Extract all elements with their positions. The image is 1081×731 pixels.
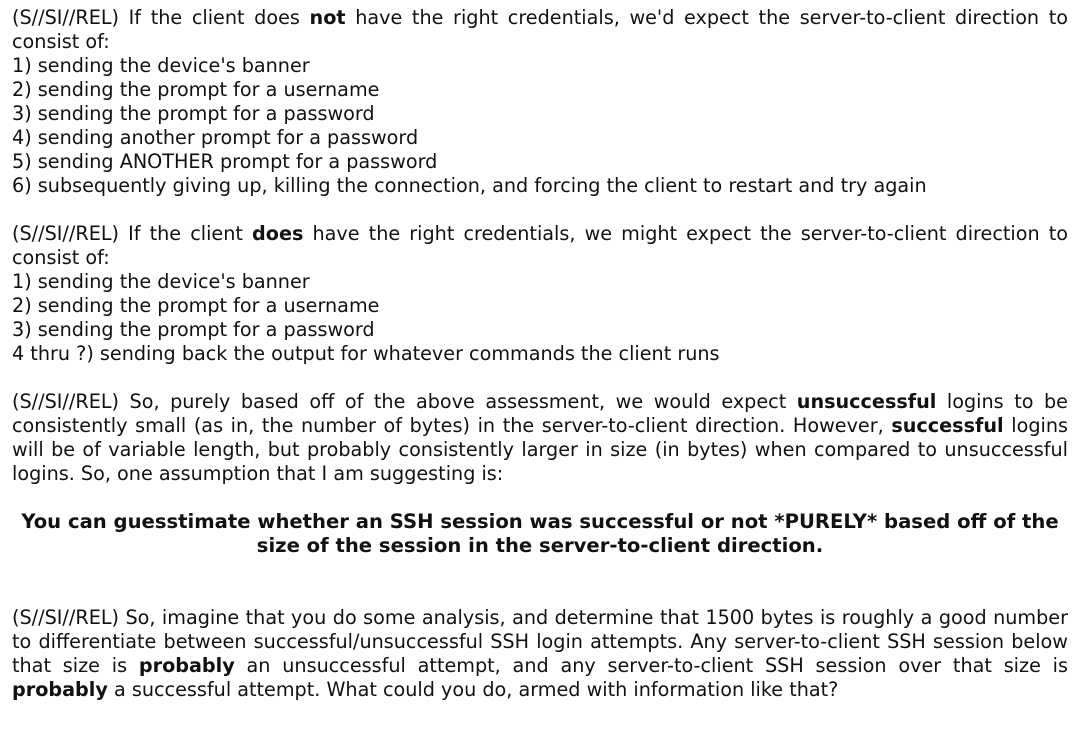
paragraph-intro: (S//SI//REL) If the client does not have the right credentials, we'd expect the server-to-client direction to consist of: [12, 6, 1069, 53]
emphasis-unsuccessful: unsuccessful [796, 390, 937, 413]
paragraph-analysis: (S//SI//REL) So, imagine that you do some analysis, and determine that 1500 bytes is roughly a good number to differentiate between successful/unsuccessful SSH login attempts. Any server-to-client SSH session below that size is probably an unsuccessful attempt, and any server-to-client SSH session over that size is probably a successful attempt. What could you do, armed with information like that? [12, 606, 1069, 701]
emphasis-probably: probably [12, 678, 108, 701]
list-item: 2) sending the prompt for a username [12, 294, 380, 317]
paragraph-no-credentials [12, 6, 1068, 198]
step-list-successful [12, 270, 1068, 366]
list-item: 5) sending ANOTHER prompt for a password [12, 150, 438, 173]
key-assumption-callout: You can guesstimate whether an SSH session was successful or not *PURELY* based off of the size of the session in the server-to-client direction. [21, 510, 1059, 557]
paragraph-assessment: (S//SI//REL) So, purely based off of the above assessment, we would expect unsuccessful logins to be consistently small (as in, the number of bytes) in the server-to-client direction. However, successful logins will be of variable length, but probably consistently larger in size (in bytes) when compared to unsuccessful logins. So, one assumption that I am suggesting is: [12, 390, 1068, 485]
list-item: 4 thru ?) sending back the output for whatever commands the client runs [12, 342, 720, 365]
list-item: 1) sending the device's banner [12, 270, 310, 293]
list-item: 3) sending the prompt for a password [12, 318, 375, 341]
list-item: 2) sending the prompt for a username [12, 78, 380, 101]
emphasis-probably: probably [138, 654, 235, 677]
list-item: 6) subsequently giving up, killing the connection, and forcing the client to restart and try again [12, 174, 927, 197]
emphasis-not: not [309, 6, 346, 29]
step-list-unsuccessful [12, 54, 1068, 198]
paragraph-with-credentials [12, 222, 1068, 366]
emphasis-successful: successful [891, 414, 1004, 437]
emphasis-does: does [252, 222, 304, 245]
list-item: 1) sending the device's banner [12, 54, 310, 77]
list-item: 4) sending another prompt for a password [12, 126, 419, 149]
paragraph-intro: (S//SI//REL) If the client does have the right credentials, we might expect the server-to-client direction to consist of: [12, 222, 1068, 269]
list-item: 3) sending the prompt for a password [12, 102, 375, 125]
document-body [12, 6, 1068, 726]
